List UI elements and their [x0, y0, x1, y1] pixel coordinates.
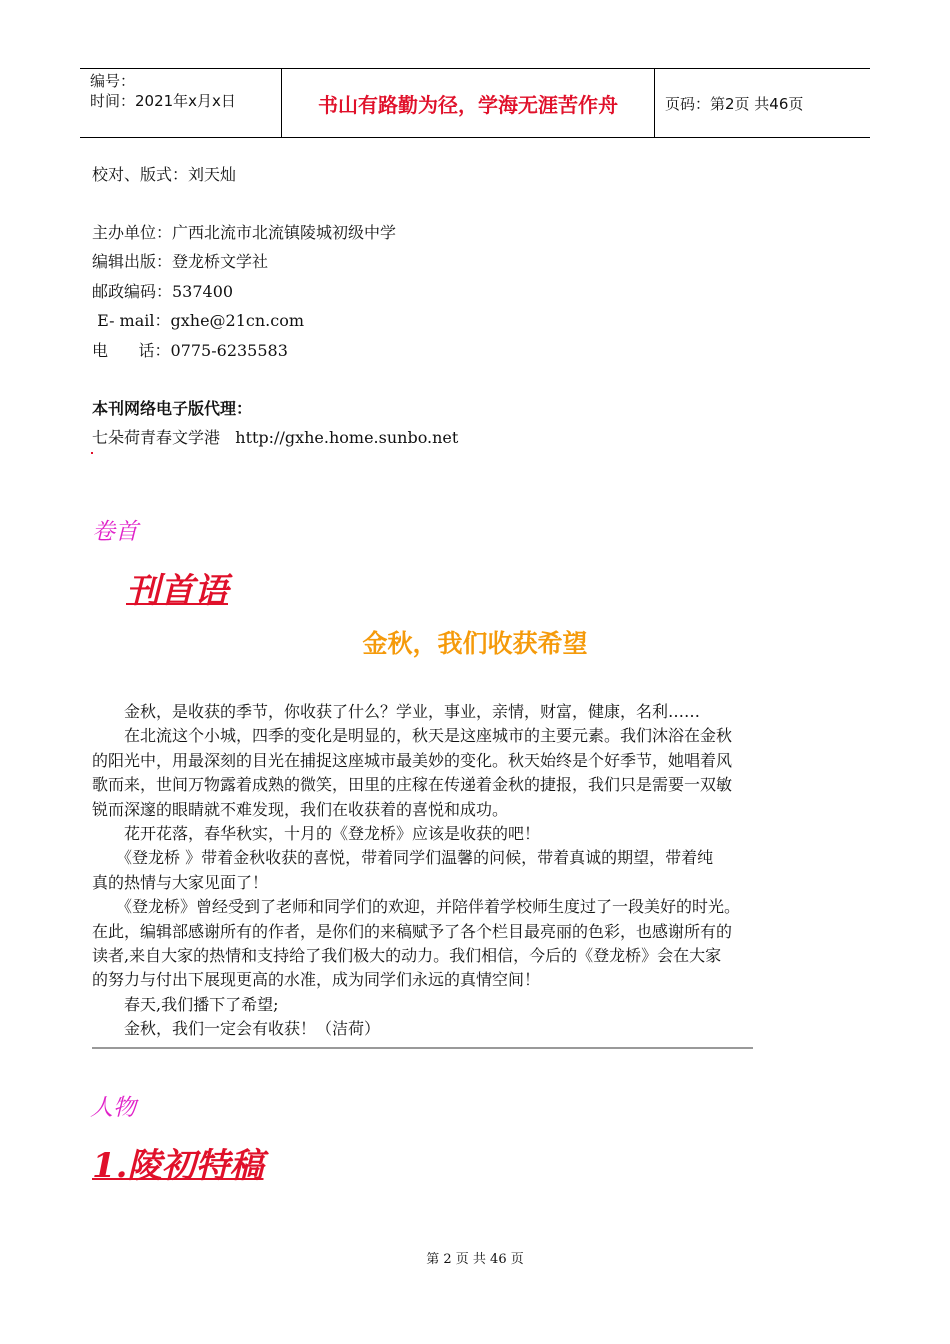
article-line: 在北流这个小城，四季的变化是明显的，秋天是这座城市的主要元素。我们沐浴在金秋 — [92, 726, 733, 746]
phone-line: 电 话：0775-6235583 — [92, 341, 288, 360]
article-line: 在此，编辑部感谢所有的作者，是你们的来稿赋予了各个栏目最亮丽的色彩，也感谢所有的 — [92, 921, 733, 941]
section-label-juanshou: 卷首 — [92, 519, 138, 545]
article-line: 《登龙桥》曾经受到了老师和同学们的欢迎，并陪伴着学校师生度过了一段美好的时光。 — [92, 897, 741, 917]
header-page-info: 页码：第2页 共46页 — [665, 94, 804, 113]
section-heading-kanshouyu: 刊首语 — [126, 571, 228, 611]
page-header — [80, 68, 870, 138]
article-line: 春天,我们播下了希望; — [92, 994, 279, 1014]
article-line: 《登龙桥 》带着金秋收获的喜悦，带着同学们温馨的问候，带着真诚的期望，带着纯 — [92, 848, 714, 868]
email-line: E- mail：gxhe@21cn.com — [92, 311, 305, 330]
article-line: 的阳光中，用最深刻的目光在捕捉这座城市最美妙的变化。秋天始终是个好季节，她唱着风 — [92, 750, 733, 770]
agent-heading: 本刊网络电子版代理： — [92, 399, 253, 418]
article-line: 歌而来，世间万物露着成熟的微笑，田里的庄稼在传递着金秋的捷报，我们只是需要一双敏 — [92, 775, 733, 795]
number-label: 编号： — [90, 72, 136, 90]
page-footer: 第 2 页 共 46 页 — [426, 1252, 524, 1267]
section-heading-special: 1.陵初特稿 — [92, 1146, 264, 1186]
section-divider — [92, 1047, 753, 1049]
article-body — [92, 700, 872, 1042]
organizer-line: 主办单位：广西北流市北流镇陵城初级中学 — [92, 223, 397, 242]
header-motto: 书山有路勤为径，学海无涯苦作舟 — [282, 69, 655, 137]
article-line: 真的热情与大家见面了！ — [92, 872, 269, 892]
article-line: 读者,来自大家的热情和支持给了我们极大的动力。我们相信，今后的《登龙桥》会在大家 — [92, 946, 722, 966]
red-dot-mark — [91, 452, 93, 454]
date-label: 时间：2021年x月x日 — [90, 92, 236, 110]
article-line: 锐而深邃的眼睛就不难发现，我们在收获着的喜悦和成功。 — [92, 799, 509, 819]
article-line: 金秋，是收获的季节，你收获了什么？学业，事业，亲情，财富，健康，名利…… — [92, 702, 701, 721]
editor-line: 编辑出版：登龙桥文学社 — [92, 252, 269, 271]
article-title: 金秋，我们收获希望 — [362, 629, 588, 658]
article-line: 花开花落，春华秋实，十月的《登龙桥》应该是收获的吧！ — [92, 824, 541, 844]
agent-line: 七朵荷青春文学港 http://gxhe.home.sunbo.net — [92, 428, 459, 447]
header-meta — [80, 69, 282, 137]
proofread-line: 校对、版式：刘天灿 — [92, 165, 237, 184]
postcode-line: 邮政编码：537400 — [92, 282, 234, 301]
article-line: 的努力与付出下展现更高的水准，成为同学们永远的真情空间！ — [92, 970, 541, 990]
article-line: 金秋，我们一定会有收获！（洁荷） — [92, 1019, 381, 1039]
section-label-renwu: 人物 — [90, 1095, 136, 1121]
